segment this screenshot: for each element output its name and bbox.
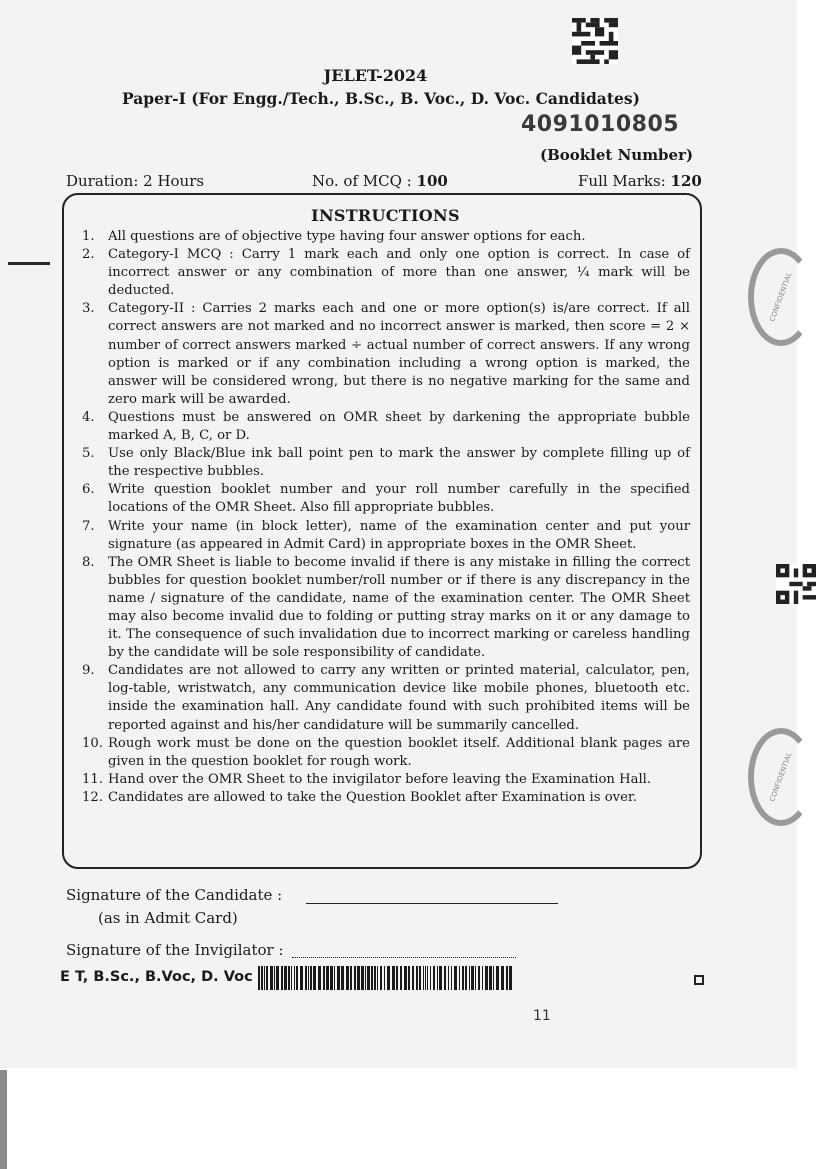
instruction-number: 6.	[82, 482, 95, 498]
instruction-item	[70, 246, 690, 300]
paper-title: Paper-I (For Engg./Tech., B.Sc., B. Voc., D. Voc. Candidates)	[122, 89, 640, 108]
instruction-text: All questions are of objective type having four answer options for each.	[108, 229, 586, 244]
instruction-number: 4.	[82, 409, 95, 425]
instruction-text: Questions must be answered on OMR sheet by darkening the appropriate bubble marked A, B, C, or D.	[108, 409, 690, 444]
instruction-number: 2.	[82, 247, 95, 263]
instruction-text: The OMR Sheet is liable to become invalid if there is any mistake in filling the correct bubbles for question booklet number/roll number or if there is any discrepancy in the name / signature of the candidate, name of the examination center. The OMR Sheet may also become invalid due to folding or putting stray marks on it or any damage to it. The consequence of such invalidation due to incorrect marking or careless handling by the candidate will be sole responsibility of candidate.	[108, 554, 690, 661]
confidential-seal-stamp: CONFIDENTIAL	[748, 248, 814, 346]
instruction-item	[70, 409, 690, 445]
instruction-text: Category-I MCQ : Carry 1 mark each and only one option is correct. In case of incorrect answer or any combination of more than one answer, ¼ mark will be deducted.	[108, 247, 690, 299]
full-marks	[578, 172, 702, 190]
instruction-number: 1.	[82, 229, 95, 244]
booklet-number: 4091010805	[521, 112, 680, 137]
instruction-item	[70, 735, 690, 771]
instruction-text: Write your name (in block letter), name of the examination center and put your signature (as appeared in Admit Card) in appropriate boxes in the OMR Sheet.	[108, 518, 690, 552]
instruction-number: 12.	[82, 789, 103, 805]
page-number: 11	[533, 1008, 551, 1024]
instruction-item	[70, 518, 690, 554]
instruction-item	[70, 481, 690, 517]
mcq-count-value: 100	[416, 172, 448, 190]
instruction-text: Write question booklet number and your roll number carefully in the specified locations of the OMR Sheet. Also fill appropriate bubbles.	[108, 482, 690, 516]
instructions-list	[70, 228, 690, 807]
candidate-signature-line	[306, 903, 558, 904]
instruction-text: Candidates are not allowed to carry any written or printed material, calculator, pen, log-table, wristwatch, any communication device like mobile phones, bluetooth etc. inside the examination hall. Any candidate found with such prohibited items will be reported against and his/her candidature will be summarily cancelled.	[108, 663, 690, 733]
instruction-text: Rough work must be done on the question booklet itself. Additional blank pages are given in the question booklet for rough work.	[108, 735, 690, 769]
exam-title: JELET-2024	[323, 66, 428, 85]
instruction-number: 11.	[82, 771, 103, 787]
duration: Duration: 2 Hours	[66, 172, 205, 190]
instruction-number: 3.	[82, 301, 95, 317]
square-marker-icon	[694, 975, 704, 985]
qr-code-icon	[572, 18, 618, 64]
side-qr-code-icon	[776, 564, 816, 604]
instruction-item	[70, 300, 690, 409]
instruction-item	[70, 228, 690, 246]
instruction-number: 9.	[82, 663, 95, 679]
confidential-seal-stamp: CONFIDENTIAL	[748, 728, 814, 826]
instruction-text: Category-II : Carries 2 marks each and one or more option(s) is/are correct. If all correct answers are not marked and no incorrect answer is marked, then score = 2 × number of correct answers marked ÷ actual number of correct answers. If any wrong option is marked or if any combination including a wrong option is marked, the answer will be considered wrong, but there is no negative marking for the same and zero mark will be awarded.	[108, 301, 690, 407]
instruction-number: 7.	[82, 518, 95, 534]
instruction-number: 8.	[82, 554, 95, 570]
instruction-number: 5.	[82, 446, 95, 462]
invigilator-signature-line	[292, 957, 516, 958]
instruction-item	[70, 554, 690, 663]
invigilator-signature-label: Signature of the Invigilator :	[66, 941, 284, 959]
instruction-item	[70, 789, 690, 807]
instruction-item	[70, 445, 690, 481]
instruction-number: 10.	[82, 735, 103, 751]
category-code: E T, B.Sc., B.Voc, D. Voc	[60, 969, 253, 985]
instruction-text: Candidates are allowed to take the Question Booklet after Examination is over.	[108, 789, 637, 805]
instruction-item	[70, 771, 690, 789]
candidate-signature-note: (as in Admit Card)	[98, 909, 238, 927]
mcq-count	[312, 172, 448, 190]
instruction-text: Hand over the OMR Sheet to the invigilator before leaving the Examination Hall.	[108, 771, 652, 787]
mcq-count-label: No. of MCQ :	[312, 172, 412, 190]
booklet-number-label: (Booklet Number)	[540, 146, 694, 164]
candidate-signature-label: Signature of the Candidate :	[66, 886, 283, 904]
instruction-item	[70, 662, 690, 734]
instruction-text: Use only Black/Blue ink ball point pen to mark the answer by complete filling up of the respective bubbles.	[108, 446, 690, 480]
instructions-title: INSTRUCTIONS	[311, 206, 460, 225]
scan-edge-rule	[0, 1070, 7, 1169]
full-marks-label: Full Marks:	[578, 172, 666, 190]
barcode-icon	[258, 966, 513, 990]
full-marks-value: 120	[670, 172, 702, 190]
margin-mark	[8, 262, 50, 265]
